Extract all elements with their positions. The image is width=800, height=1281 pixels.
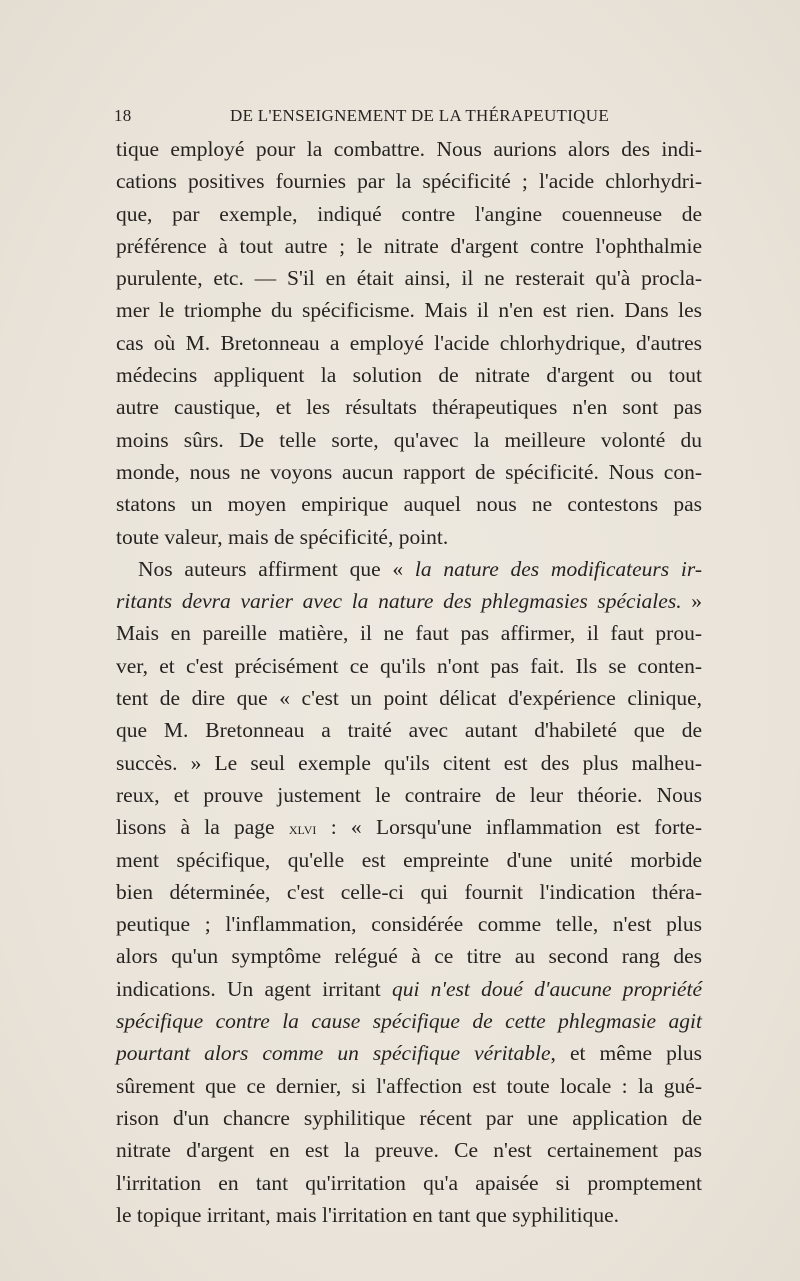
body-text — [116, 133, 702, 1231]
text-run: purulente, etc. — S'il en était ainsi, il ne resterait qu'à procla- — [116, 266, 702, 291]
italic-text: qui n'est doué d'aucune propriété — [391, 976, 702, 1001]
text-line — [116, 1167, 702, 1199]
text-run: statons un moyen empirique auquel nous ne contestons pas — [116, 492, 702, 517]
text-run: mer le triomphe du spécificisme. Mais il n'en est rien. Dans les — [116, 298, 702, 323]
text-run: nitrate d'argent en est la preuve. Ce n'est certainement pas — [116, 1138, 702, 1163]
text-line — [116, 714, 702, 746]
text-line — [116, 294, 702, 326]
text-line — [116, 456, 702, 488]
text-run: que, par exemple, indiqué contre l'angine couenneuse de — [116, 201, 702, 226]
text-run: » — [681, 589, 702, 614]
text-run: lisons à la page — [116, 815, 289, 840]
text-line — [116, 424, 702, 456]
text-line — [116, 391, 702, 423]
text-run: le topique irritant, mais l'irritation en tant que syphilitique. — [116, 1202, 620, 1227]
text-run: médecins appliquent la solution de nitrate d'argent ou tout — [116, 363, 702, 388]
text-line — [116, 553, 702, 585]
small-caps-text: xlvi — [288, 819, 317, 839]
text-line — [116, 811, 702, 843]
text-line — [116, 973, 702, 1005]
text-run: sûrement que ce dernier, si l'affection est toute locale : la gué- — [116, 1073, 702, 1098]
text-line — [116, 1134, 702, 1166]
text-line — [116, 747, 702, 779]
text-run: ment spécifique, qu'elle est empreinte d'une unité morbide — [116, 847, 702, 872]
text-run: succès. » Le seul exemple qu'ils citent est des plus malheu- — [116, 750, 702, 775]
running-head: DE L'ENSEIGNEMENT DE LA THÉRAPEUTIQUE — [230, 106, 609, 125]
text-run: Mais en pareille matière, il ne faut pas affirmer, il faut prou- — [116, 621, 702, 646]
text-line — [116, 1070, 702, 1102]
text-run: alors qu'un symptôme relégué à ce titre au second rang des — [116, 944, 702, 969]
text-line — [116, 521, 702, 553]
text-run: , et même plus — [550, 1041, 702, 1066]
text-run: indications. Un agent irritant — [116, 976, 392, 1001]
text-line — [116, 262, 702, 294]
italic-text: pourtant alors comme un spécifique véritable — [116, 1041, 551, 1066]
text-run: toute valeur, mais de spécificité, point. — [116, 524, 449, 549]
text-line — [116, 617, 702, 649]
text-line — [116, 488, 702, 520]
text-line — [116, 327, 702, 359]
text-run: : « Lorsqu'une inflammation est forte- — [316, 815, 703, 840]
italic-text: ritants devra varier avec la nature des phlegmasies spéciales. — [116, 589, 682, 614]
text-run: cations positives fournies par la spécificité ; l'acide chlorhydri- — [116, 169, 702, 194]
text-run: reux, et prouve justement le contraire de leur théorie. Nous — [116, 782, 702, 807]
text-line — [116, 359, 702, 391]
page-header — [114, 106, 694, 130]
text-line — [116, 198, 702, 230]
text-line — [116, 844, 702, 876]
text-run: peutique ; l'inflammation, considérée comme telle, n'est plus — [116, 912, 702, 937]
text-run: que M. Bretonneau a traité avec autant d'habileté que de — [116, 718, 702, 743]
text-line — [116, 585, 702, 617]
text-run: ver, et c'est précisément ce qu'ils n'ont pas fait. Ils se conten- — [116, 653, 702, 678]
italic-text: la nature des modificateurs ir- — [414, 556, 702, 581]
text-run: moins sûrs. De telle sorte, qu'avec la meilleure volonté du — [116, 427, 702, 452]
text-line — [116, 1199, 702, 1231]
text-line — [116, 682, 702, 714]
text-line — [116, 650, 702, 682]
text-line — [116, 165, 702, 197]
text-run: tent de dire que « c'est un point délicat d'expérience clinique, — [116, 686, 702, 711]
text-run: monde, nous ne voyons aucun rapport de spécificité. Nous con- — [116, 459, 702, 484]
text-run: cas où M. Bretonneau a employé l'acide chlorhydrique, d'autres — [116, 330, 702, 355]
italic-text: spécifique contre la cause spécifique de cette phlegmasie agit — [116, 1009, 702, 1034]
text-line — [116, 1005, 702, 1037]
text-run: préférence à tout autre ; le nitrate d'argent contre l'ophthalmie — [116, 233, 702, 258]
text-line — [116, 779, 702, 811]
text-line — [116, 908, 702, 940]
text-run: l'irritation en tant qu'irritation qu'a apaisée si promptement — [116, 1170, 702, 1195]
text-line — [116, 133, 702, 165]
text-line — [116, 1037, 702, 1069]
text-run: bien déterminée, c'est celle-ci qui fournit l'indication théra- — [116, 879, 702, 904]
text-line — [116, 876, 702, 908]
text-run: Nos auteurs affirment que « — [138, 556, 415, 581]
text-line — [116, 940, 702, 972]
text-line — [116, 1102, 702, 1134]
text-line — [116, 230, 702, 262]
text-run: rison d'un chancre syphilitique récent par une application de — [116, 1105, 702, 1130]
text-run: tique employé pour la combattre. Nous aurions alors des indi- — [116, 137, 702, 161]
text-run: autre caustique, et les résultats thérapeutiques n'en sont pas — [116, 395, 702, 420]
page-number: 18 — [114, 106, 132, 125]
